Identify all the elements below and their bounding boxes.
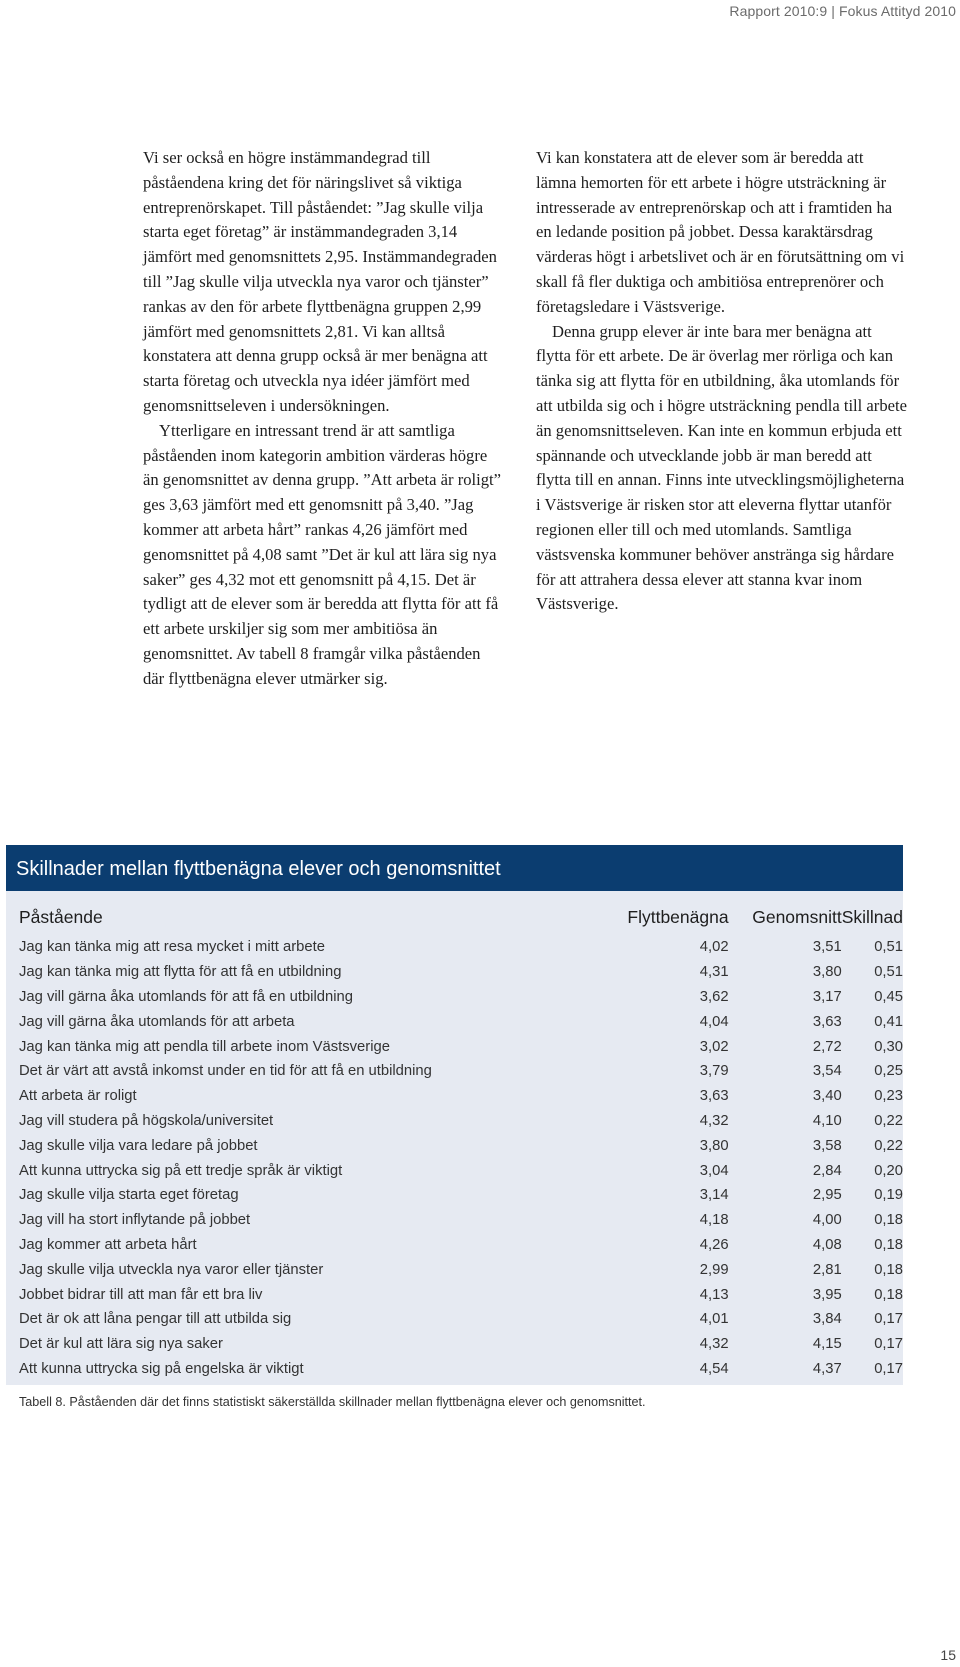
table-row: [6, 1332, 903, 1357]
running-header: Rapport 2010:9 | Fokus Attityd 2010: [729, 3, 956, 19]
cell-mobile: 4,01: [699, 1311, 729, 1328]
cell-statement: Jag skulle vilja starta eget företag: [19, 1187, 239, 1204]
cell-mobile: 3,62: [699, 988, 729, 1005]
paragraph: Ytterligare en intressant trend är att samtliga påståenden inom kategorin ambition värderas högre än genomsnittet av denna grupp. ”Att arbeta är roligt” ges 3,63 jämfört med ett genomsnitt på 3,40. ”Jag kommer att arbeta hårt” rankas 4,26 jämfört med genomsnittet på 4,08 samt ”Det är kul att lära sig nya saker” ges 4,32 mot ett genomsnitt på 4,15. Det är tydligt att de elever som är beredda att flytta för att få ett arbete urskiljer sig som mer ambitiösa än genomsnittet. Av tabell 8 framgår vilka påståenden där flyttbenägna elever utmärker sig.: [143, 420, 502, 688]
cell-difference: 0,51: [874, 964, 903, 981]
table-row: [6, 1257, 903, 1282]
table-row: [6, 1208, 903, 1233]
cell-mobile: 4,04: [699, 1013, 729, 1030]
table-row: [6, 1009, 903, 1034]
table-title: Skillnader mellan flyttbenägna elever och genomsnittet: [6, 845, 903, 891]
cell-mobile: 4,13: [699, 1286, 729, 1303]
cell-mobile: 3,80: [699, 1137, 729, 1154]
cell-mobile: 4,02: [699, 939, 729, 956]
cell-average: 3,84: [812, 1311, 842, 1328]
paragraph: Vi kan konstatera att de elever som är beredda att lämna hemorten för ett arbete i högre utsträckning är intresserade av entreprenörskap och att i framtiden ha en ledande position på jobbet. Dessa karaktärsdrag värderas högt i arbetslivet och är en förutsättning om vi skall få fler duktiga och ambitiösa entreprenörer och företagsledare i Västsverige.: [536, 148, 905, 316]
cell-statement: Jag skulle vilja vara ledare på jobbet: [19, 1137, 258, 1154]
cell-average: 3,54: [812, 1063, 842, 1080]
cell-mobile: 4,32: [699, 1336, 729, 1353]
table-row: [6, 985, 903, 1010]
table-row: [6, 960, 903, 985]
cell-average: 4,37: [812, 1360, 842, 1377]
cell-statement: Det är kul att lära sig nya saker: [19, 1336, 223, 1353]
statistics-table-section: [6, 845, 903, 1409]
cell-average: 2,95: [812, 1187, 842, 1204]
cell-statement: Att kunna uttrycka sig på engelska är viktigt: [19, 1360, 304, 1377]
column-header-difference: Skillnad: [841, 906, 903, 927]
cell-mobile: 2,99: [699, 1261, 729, 1278]
cell-difference: 0,17: [874, 1336, 903, 1353]
cell-difference: 0,45: [874, 988, 903, 1005]
table-row: [6, 1307, 903, 1332]
cell-difference: 0,19: [874, 1187, 903, 1204]
cell-difference: 0,41: [874, 1013, 903, 1030]
cell-difference: 0,17: [874, 1311, 903, 1328]
cell-difference: 0,23: [874, 1088, 903, 1105]
table-row: [6, 935, 903, 960]
cell-statement: Jag vill ha stort inflytande på jobbet: [19, 1212, 251, 1229]
text-column-right: [536, 146, 908, 617]
cell-average: 4,10: [812, 1112, 842, 1129]
table-row: [6, 1183, 903, 1208]
cell-statement: Jag kommer att arbeta hårt: [19, 1236, 197, 1253]
cell-difference: 0,20: [874, 1162, 903, 1179]
cell-difference: 0,18: [874, 1212, 903, 1229]
table-row: [6, 1059, 903, 1084]
cell-difference: 0,22: [874, 1137, 903, 1154]
column-header-mobile: Flyttbenägna: [627, 906, 729, 927]
cell-difference: 0,22: [874, 1112, 903, 1129]
cell-statement: Jag vill gärna åka utomlands för att arbeta: [19, 1013, 295, 1030]
table-row: [6, 1282, 903, 1307]
cell-mobile: 3,02: [699, 1038, 729, 1055]
cell-statement: Jag vill gärna åka utomlands för att få en utbildning: [19, 988, 353, 1005]
cell-statement: Jag vill studera på högskola/universitet: [19, 1112, 274, 1129]
cell-mobile: 3,04: [699, 1162, 729, 1179]
cell-average: 3,58: [812, 1137, 842, 1154]
cell-average: 3,95: [812, 1286, 842, 1303]
table-body: [6, 935, 903, 1385]
cell-difference: 0,30: [874, 1038, 903, 1055]
cell-difference: 0,51: [874, 939, 903, 956]
table-caption: Tabell 8. Påståenden där det finns statistiskt säkerställda skillnader mellan flyttbenägna elever och genomsnittet.: [19, 1395, 646, 1410]
cell-mobile: 4,32: [699, 1112, 729, 1129]
table-row: [6, 1233, 903, 1258]
paragraph: Vi ser också en högre instämmandegrad till påståendena kring det för näringslivet så viktiga entreprenörskapet. Till påståendet: ”Jag skulle vilja starta eget företag” är instämmandegraden 3,14 jämfört med genomsnittets 2,95. Instämmandegraden till ”Jag skulle vilja utveckla nya varor och tjänster” rankas av den för arbete flyttbenägna gruppen 2,99 jämfört med genomsnittets 2,81. Vi kan alltså konstatera att denna grupp också är mer benägna att starta företag och utveckla nya idéer jämfört med genomsnittseleven i undersökningen.: [143, 148, 497, 415]
text-column-left: [143, 146, 503, 692]
cell-statement: Att arbeta är roligt: [19, 1088, 137, 1105]
column-header-statement: Påstående: [19, 906, 103, 927]
cell-mobile: 3,79: [699, 1063, 729, 1080]
cell-average: 2,72: [812, 1038, 842, 1055]
cell-difference: 0,18: [874, 1261, 903, 1278]
cell-average: 3,51: [812, 939, 842, 956]
cell-statement: Jag skulle vilja utveckla nya varor eller tjänster: [19, 1261, 324, 1278]
cell-difference: 0,25: [874, 1063, 903, 1080]
cell-difference: 0,17: [874, 1360, 903, 1377]
cell-average: 3,80: [812, 964, 842, 981]
cell-average: 3,63: [812, 1013, 842, 1030]
column-header-average: Genomsnitt: [752, 906, 842, 927]
cell-average: 4,00: [812, 1212, 842, 1229]
page-number: 15: [940, 1647, 956, 1663]
cell-statement: Jag kan tänka mig att resa mycket i mitt arbete: [19, 939, 325, 956]
table-row: [6, 1158, 903, 1183]
table-row: [6, 1034, 903, 1059]
paragraph: Denna grupp elever är inte bara mer benägna att flytta för ett arbete. De är överlag mer rörliga och kan tänka sig att flytta för en utbildning, åka utomlands för att utbilda sig och i högre utsträckning pendla till arbete än genomsnittseleven. Kan inte en kommun erbjuda ett spännande och utvecklande jobb är man beredd att flytta till en annan. Finns inte utvecklingsmöjligheterna i Västsverige är risken stor att eleverna flyttar utanför regionen eller till och med utomlands. Samtliga västsvenska kommuner behöver anstränga sig hårdare för att attrahera dessa elever att stanna kvar inom Västsverige.: [536, 321, 907, 614]
cell-mobile: 4,31: [699, 964, 729, 981]
table-row: [6, 1357, 903, 1386]
cell-statement: Jag kan tänka mig att pendla till arbete inom Västsverige: [19, 1038, 390, 1055]
cell-average: 4,08: [812, 1236, 842, 1253]
cell-average: 3,40: [812, 1088, 842, 1105]
cell-average: 2,84: [812, 1162, 842, 1179]
cell-average: 4,15: [812, 1336, 842, 1353]
cell-difference: 0,18: [874, 1286, 903, 1303]
table-row: [6, 1084, 903, 1109]
cell-average: 2,81: [812, 1261, 842, 1278]
cell-mobile: 3,63: [699, 1088, 729, 1105]
cell-statement: Det är värt att avstå inkomst under en tid för att få en utbildning: [19, 1063, 432, 1080]
cell-statement: Jobbet bidrar till att man får ett bra liv: [19, 1286, 263, 1303]
cell-average: 3,17: [812, 988, 842, 1005]
cell-mobile: 3,14: [699, 1187, 729, 1204]
cell-statement: Att kunna uttrycka sig på ett tredje språk är viktigt: [19, 1162, 343, 1179]
cell-difference: 0,18: [874, 1236, 903, 1253]
table-row: [6, 1133, 903, 1158]
table-header-row: [6, 891, 903, 935]
cell-statement: Jag kan tänka mig att flytta för att få en utbildning: [19, 964, 342, 981]
cell-mobile: 4,26: [699, 1236, 729, 1253]
comparison-table: [6, 891, 903, 1385]
cell-mobile: 4,54: [699, 1360, 729, 1377]
table-row: [6, 1109, 903, 1134]
cell-mobile: 4,18: [699, 1212, 729, 1229]
cell-statement: Det är ok att låna pengar till att utbilda sig: [19, 1311, 292, 1328]
